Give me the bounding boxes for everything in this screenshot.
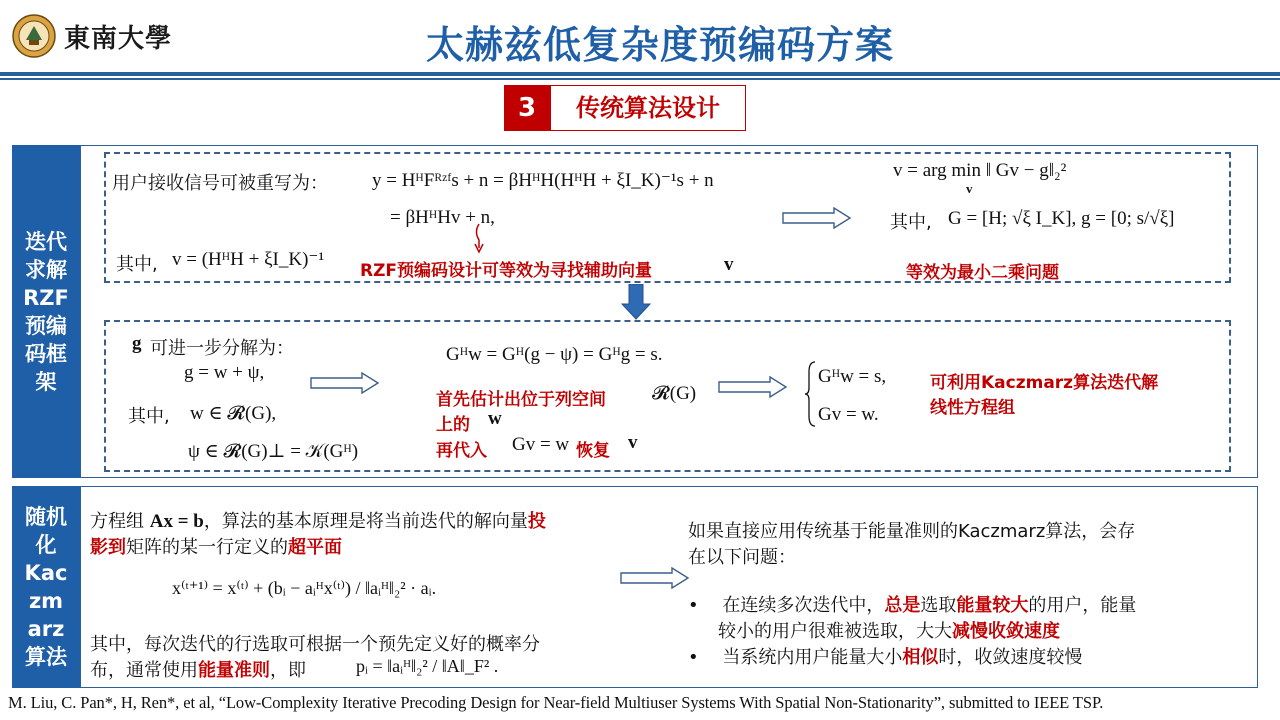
row-selection-line2 <box>90 656 306 682</box>
rewrite-label: 用户接收信号可被重写为： <box>112 173 328 194</box>
column-space-symbol: 𝓡(G) <box>652 383 697 404</box>
selection-highlight: 能量准则 <box>198 660 270 681</box>
seal-icon <box>12 14 56 58</box>
least-squares-note: 等效为最小二乘问题 <box>906 263 1059 283</box>
side-label-line: 架 <box>35 369 57 394</box>
intro-highlight: 影到 <box>90 537 126 558</box>
side-label-line: Kac <box>24 561 68 585</box>
step-w-variable: w <box>488 408 502 429</box>
header-rule-thin <box>0 78 1280 80</box>
bullet-highlight: 能量较大 <box>956 595 1029 616</box>
kaczmarz-intro-line1 <box>90 507 546 533</box>
psi-nullspace-equation: ψ ∈ 𝓡(G)⊥ = 𝒦(Gᴴ) <box>188 441 359 462</box>
rzf-note-variable: v <box>724 254 734 275</box>
bullet-text: 当系统内用户能量大小 <box>722 647 903 668</box>
university-logo <box>12 14 56 58</box>
bullet-text: 在连续多次迭代中， <box>722 595 885 616</box>
side-label-line: 求解 <box>25 257 67 282</box>
step-recover: 恢复 <box>576 441 610 461</box>
side-label-line: arz <box>27 617 65 641</box>
where-label-3: 其中, <box>128 406 170 427</box>
step-v-variable: v <box>628 432 638 453</box>
bullet-highlight: 总是 <box>884 595 921 616</box>
where-label: 其中, <box>116 254 158 275</box>
selection-text: ，即 <box>270 660 306 681</box>
linear-system-eq1: Gᴴw = s, <box>818 366 887 387</box>
received-signal-equation-cont: = βHᴴHv + n, <box>390 207 495 228</box>
brace-icon <box>804 360 816 428</box>
logo-text: 東南大學 <box>64 24 173 54</box>
bullet-dot: • <box>688 647 699 668</box>
section-number: 3 <box>504 85 550 131</box>
step-on-label: 上的 <box>436 415 470 435</box>
section-title: 传统算法设计 <box>550 85 746 131</box>
intro-highlight: 超平面 <box>288 537 342 558</box>
kaczmarz-intro-line2 <box>90 533 342 559</box>
v-definition-equation: v = (HᴴH + ξI_K)⁻¹ <box>172 249 325 270</box>
bullet-dot: • <box>688 595 699 616</box>
header-rule <box>0 72 1280 76</box>
step-substitute: 再代入 <box>436 441 487 461</box>
w-range-equation: w ∈ 𝓡(G), <box>190 403 277 424</box>
right-arrow-icon <box>620 567 690 589</box>
bullet-highlight: 相似 <box>902 647 939 668</box>
intro-text: 方程组 <box>90 511 144 532</box>
decompose-label: 可进一步分解为： <box>150 338 294 359</box>
bullet-text: 的用户，能量 <box>1028 595 1137 616</box>
linear-system-eq2: Gv = w. <box>818 404 879 425</box>
side-label-line: 随机 <box>25 505 67 529</box>
received-signal-equation: y = HᴴFᴿᶻᶠs + n = βHᴴH(HᴴH + ξI_K)⁻¹s + n <box>372 170 714 191</box>
right-arrow-icon <box>718 376 788 398</box>
down-arrow-icon <box>621 284 651 320</box>
g-variable: g <box>132 333 142 354</box>
bullet-item-cont <box>718 618 1060 646</box>
citation-footer: M. Liu, C. Pan*, H, Ren*, et al, “Low-Complexity Iterative Precoding Design for Near-field Multiuser Systems With Spatial Non-Stationarity”, submitted to IEEE TSP. <box>8 693 1104 712</box>
bullet-item <box>688 644 1082 672</box>
side-label-line: 算法 <box>25 645 67 669</box>
intro-equation: Ax = b <box>149 511 204 532</box>
intro-text: 矩阵的某一行定义的 <box>126 537 288 558</box>
intro-highlight: 投 <box>527 511 546 532</box>
normal-equation: Gᴴw = Gᴴ(g − ψ) = Gᴴg = s. <box>446 344 663 365</box>
side-label-line: zm <box>28 589 64 613</box>
selection-text: 布，通常使用 <box>90 660 198 681</box>
row-selection-line1: 其中，每次迭代的行选取可根据一个预先定义好的概率分 <box>90 634 540 655</box>
intro-text: ，算法的基本原理是将当前迭代的解向量 <box>203 511 528 532</box>
g-decomposition-equation: g = w + ψ, <box>184 362 265 383</box>
bullet-text: 较小的用户很难被选取，大大 <box>718 621 952 642</box>
where-label-2: 其中, <box>890 212 932 233</box>
side-label-line: 码框 <box>25 341 67 366</box>
side-label-line: 化 <box>35 533 57 557</box>
right-arrow-icon <box>782 207 852 229</box>
right-arrow-icon <box>310 372 380 394</box>
pointer-arrow-icon <box>472 222 486 254</box>
bullet-highlight: 减慢收敛速度 <box>952 621 1060 642</box>
probability-equation: pᵢ = ‖aᵢᴴ‖₂² / ‖A‖_F² . <box>356 656 499 676</box>
side-label-rzf-framework <box>12 145 80 478</box>
G-g-definition-equation: G = [H; √ξ I_K], g = [0; s/√ξ] <box>948 208 1175 229</box>
argmin-subscript: v <box>966 181 973 196</box>
side-label-line: RZF <box>23 285 69 310</box>
side-label-line: 预编 <box>25 313 67 338</box>
bullet-text: 选取 <box>920 595 957 616</box>
argmin-equation: v = arg min ‖ Gv − g‖₂² <box>893 160 1067 181</box>
kaczmarz-update-equation: x⁽ᵗ⁺¹⁾ = x⁽ᵗ⁾ + (bᵢ − aᵢᴴx⁽ᵗ⁾) / ‖aᵢᴴ‖₂² · aᵢ. <box>172 578 437 598</box>
side-label-line: 迭代 <box>25 229 67 254</box>
problem-intro-line1: 如果直接应用传统基于能量准则的Kaczmarz算法，会存 <box>688 521 1136 542</box>
side-label-kaczmarz <box>12 486 80 688</box>
substitute-equation: Gv = w <box>512 434 570 455</box>
kaczmarz-note-line1: 可利用Kaczmarz算法迭代解 <box>930 373 1159 393</box>
rzf-equivalence-note: RZF预编码设计可等效为寻找辅助向量 <box>360 261 653 281</box>
page-title: 太赫兹低复杂度预编码方案 <box>425 23 894 67</box>
bullet-item <box>688 592 1136 620</box>
bullet-text: 时，收敛速度较慢 <box>938 647 1083 668</box>
problem-intro-line2: 在以下问题： <box>688 547 796 568</box>
kaczmarz-note-line2: 线性方程组 <box>930 398 1015 418</box>
step-estimate-w: 首先估计出位于列空间 <box>436 390 606 410</box>
